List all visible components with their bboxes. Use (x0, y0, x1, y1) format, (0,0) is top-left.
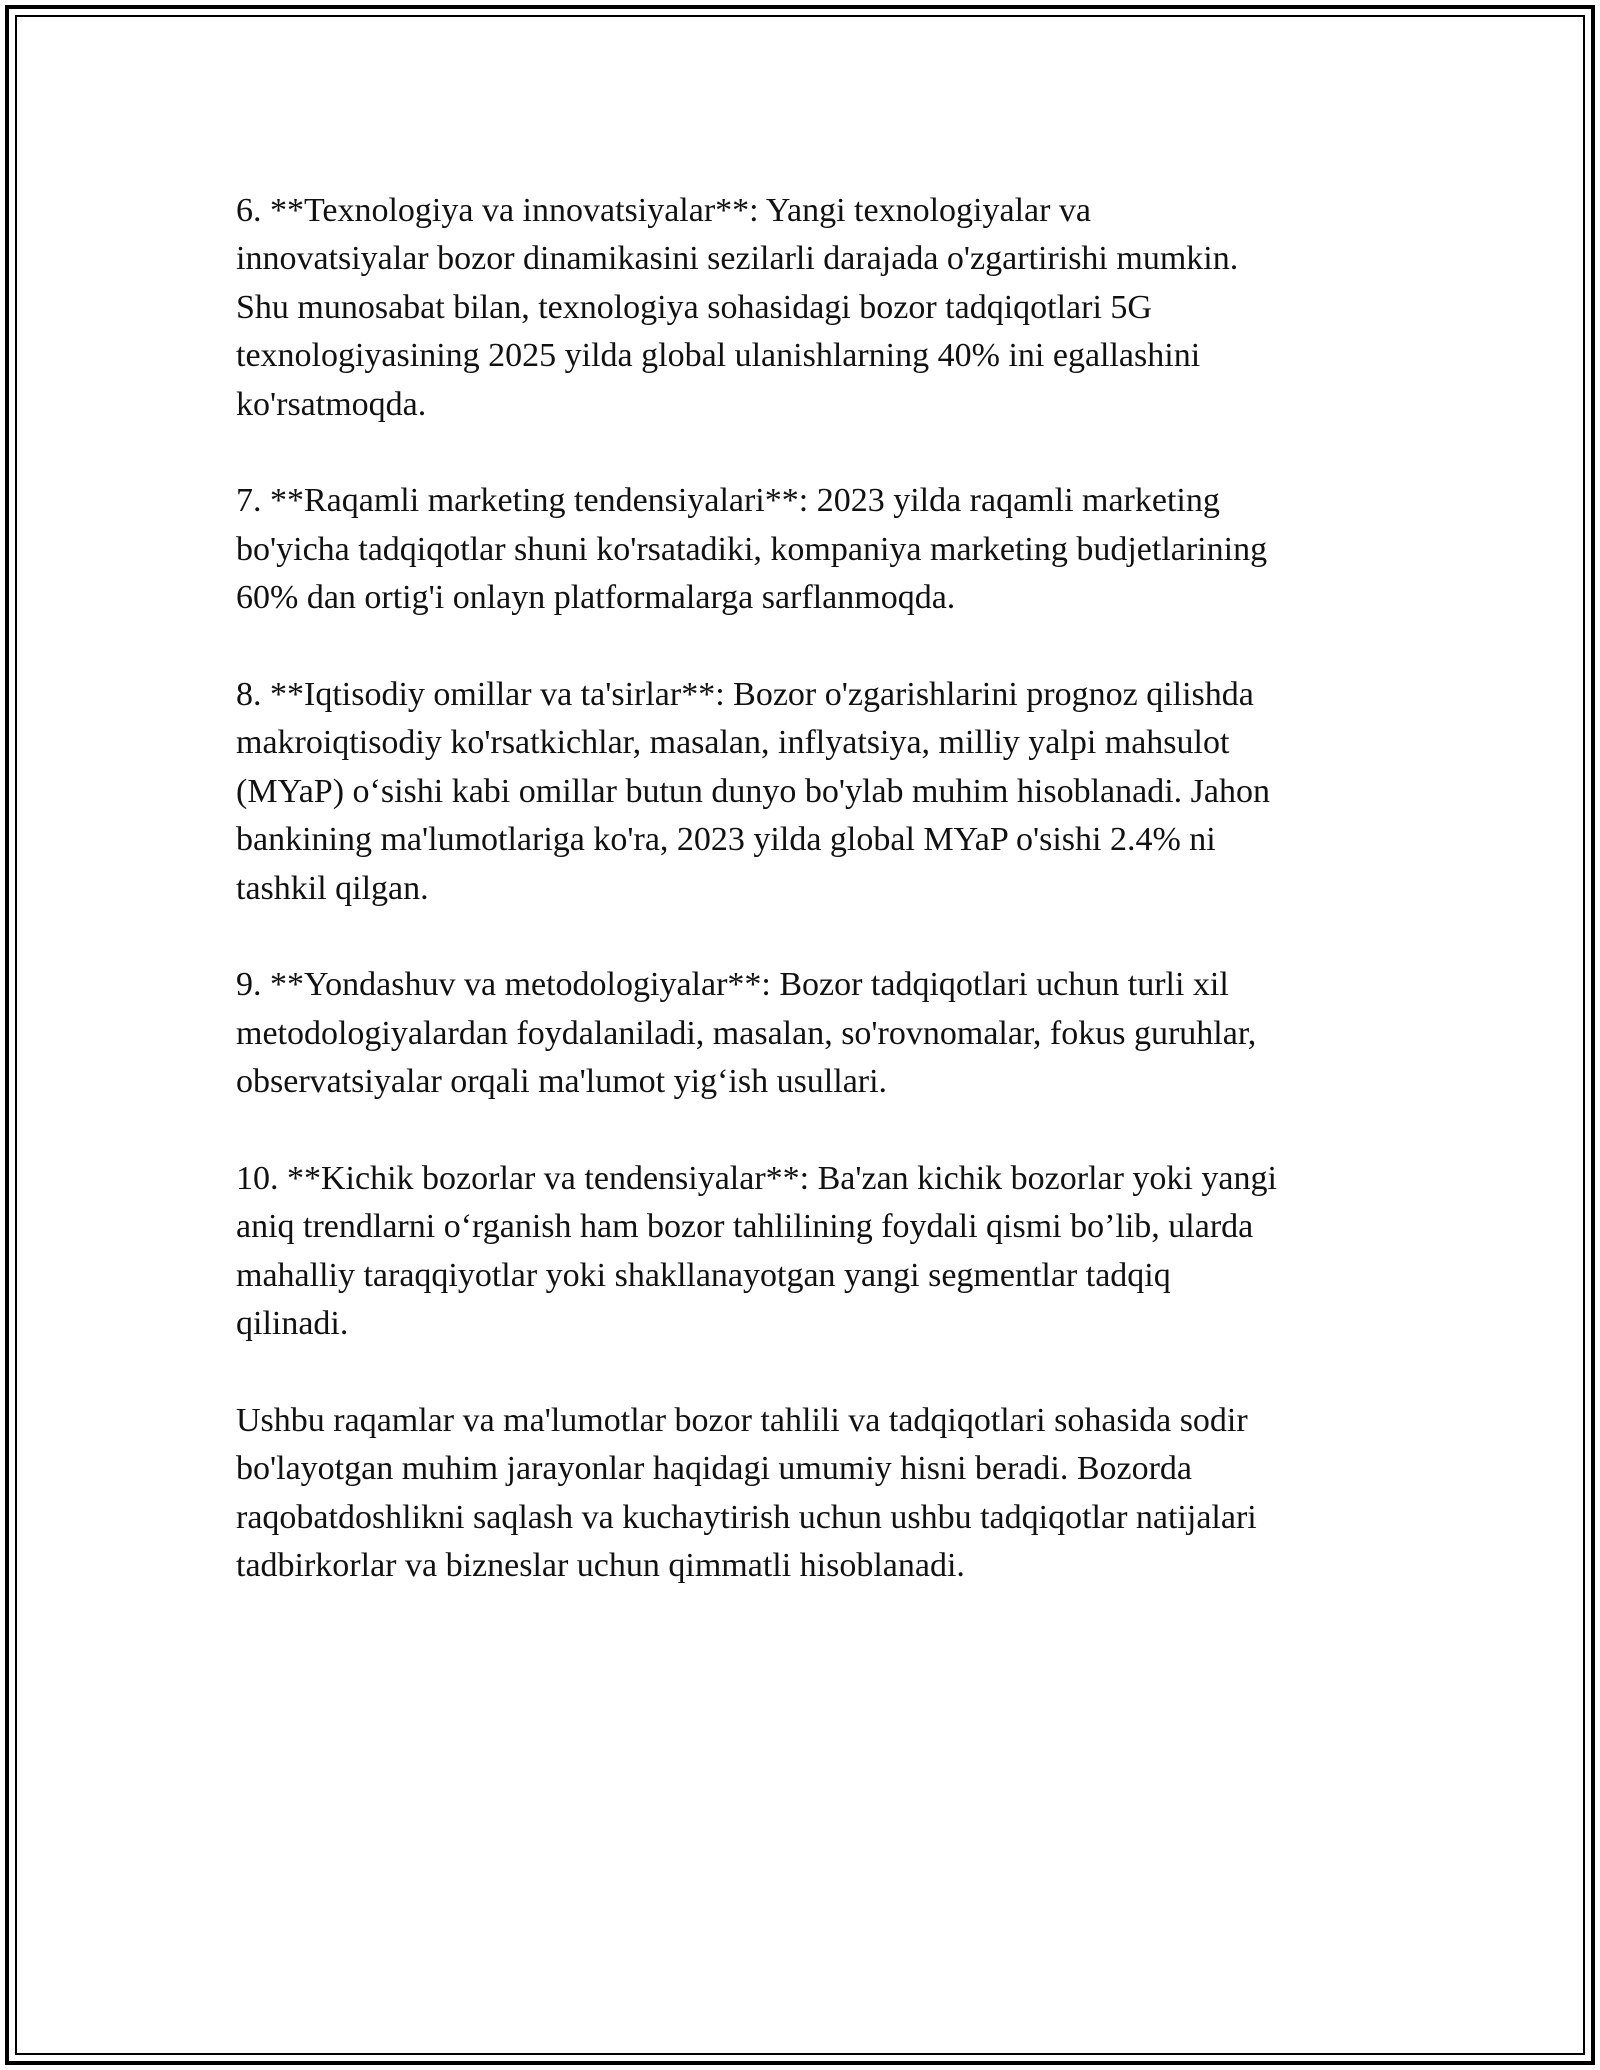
paragraph-item-9: 9. **Yondashuv va metodologiyalar**: Bozor tadqiqotlari uchun turli xil metodologiyalardan foydalaniladi, masalan, so'rovnomalar, fokus guruhlar, observatsiyalar orqali ma'lumot yig‘ish usullari. (236, 966, 1257, 1101)
paragraph-item-6: 6. **Texnologiya va innovatsiyalar**: Yangi texnologiyalar va innovatsiyalar bozor dinamikasini sezilarli darajada o'zgartirishi mumkin. Shu munosabat bilan, texnologiya sohasidagi bozor tadqiqotlari 5G texnologiyasining 2025 yilda global ulanishlarning 40% ini egallashini ko'rsatmoqda. (236, 192, 1239, 423)
paragraph-item-8: 8. **Iqtisodiy omillar va ta'sirlar**: Bozor o'zgarishlarini prognoz qilishda makroiqtisodiy ko'rsatkichlar, masalan, inflyatsiya, milliy yalpi mahsulot (MYaP) o‘sishi kabi omillar butun dunyo bo'ylab muhim hisoblanadi. Jahon bankining ma'lumotlariga ko'ra, 2023 yilda global MYaP o'sishi 2.4% ni tashkil qilgan. (236, 676, 1270, 907)
document-body (236, 187, 1376, 1591)
paragraph-item-7: 7. **Raqamli marketing tendensiyalari**: 2023 yilda raqamli marketing bo'yicha tadqiqotlar shuni ko'rsatadiki, kompaniya marketing budjetlarining 60% dan ortig'i onlayn platformalarga sarflanmoqda. (236, 482, 1268, 617)
paragraph-item-10: 10. **Kichik bozorlar va tendensiyalar**: Ba'zan kichik bozorlar yoki yangi aniq trendlarni o‘rganish ham bozor tahlilining foydali qismi bo’lib, ularda mahalliy taraqqiyotlar yoki shakllanayotgan yangi segmentlar tadqiq qilinadi. (236, 1160, 1277, 1343)
paragraph-conclusion: Ushbu raqamlar va ma'lumotlar bozor tahlili va tadqiqotlari sohasida sodir bo'layotgan muhim jarayonlar haqidagi umumiy hisni beradi. Bozorda raqobatdoshlikni saqlash va kuchaytirish uchun ushbu tadqiqotlar natijalari tadbirkorlar va bizneslar uchun qimmatli hisoblanadi. (236, 1402, 1257, 1585)
